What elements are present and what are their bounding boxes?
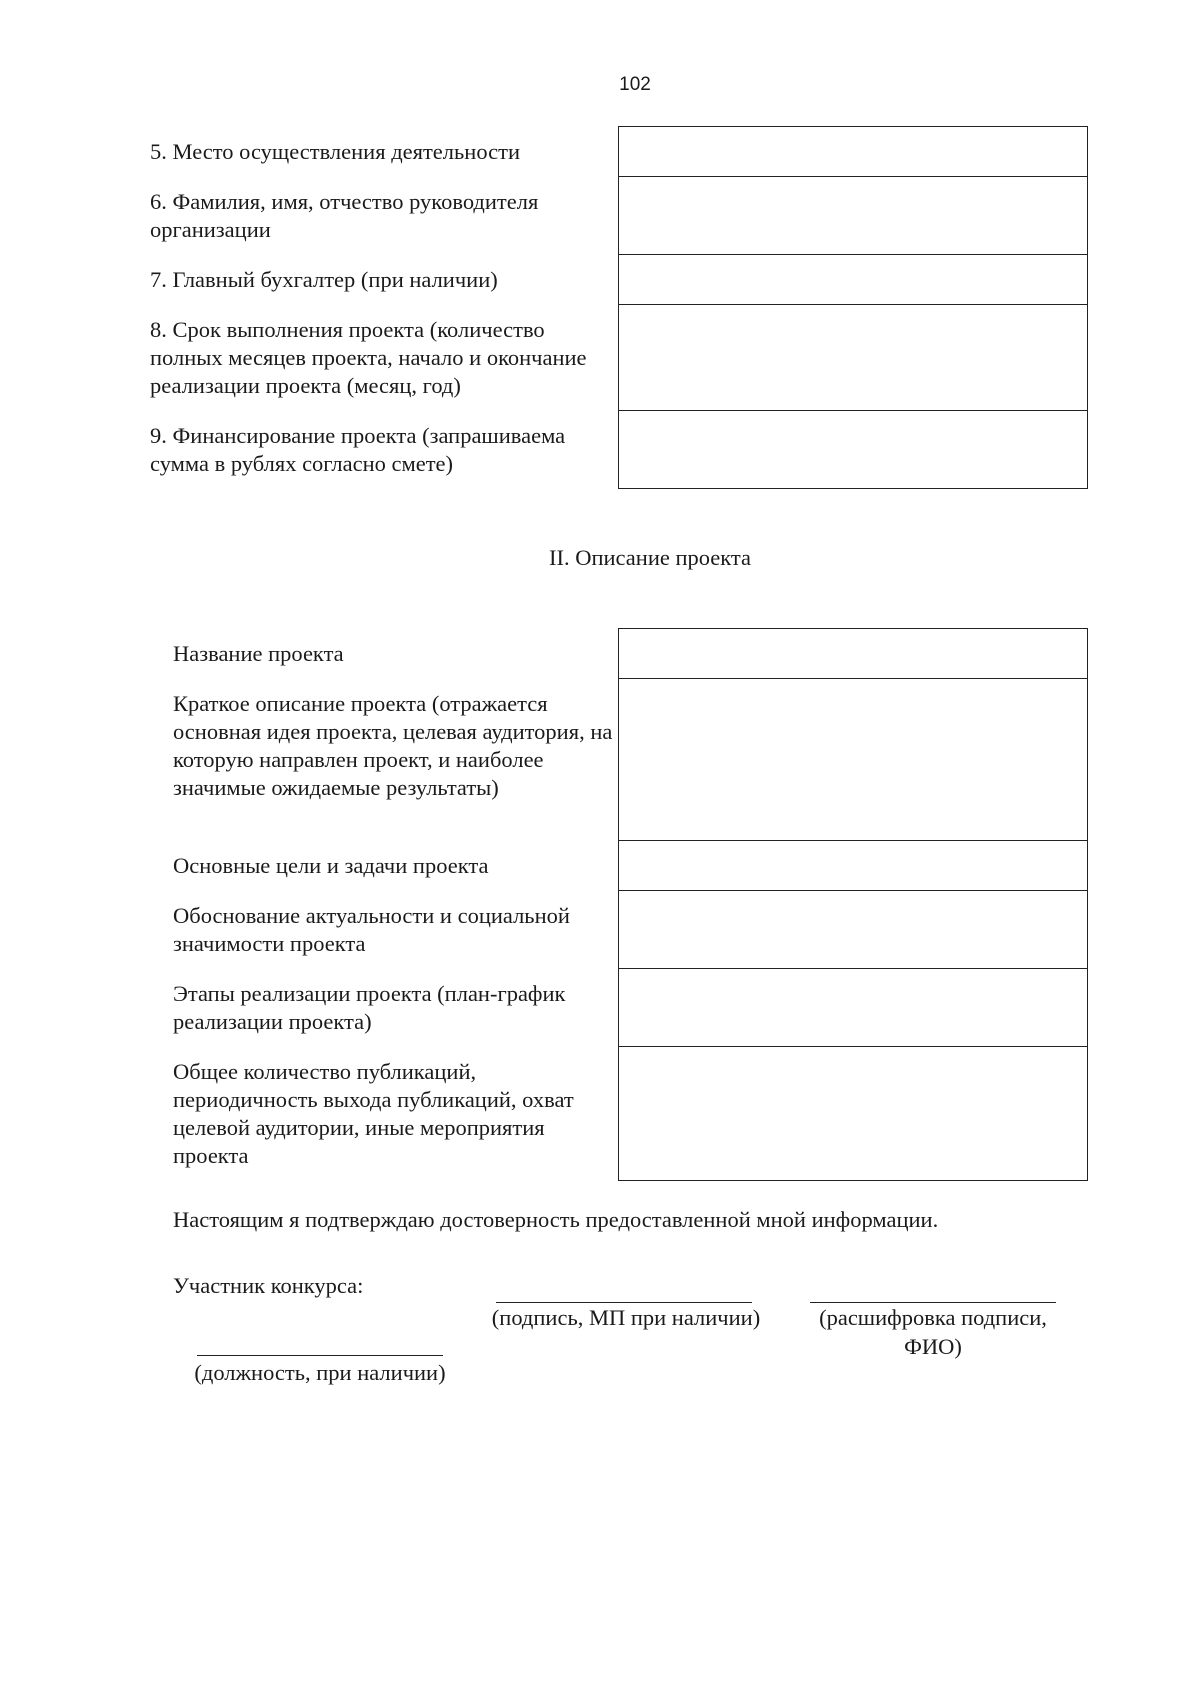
table-row <box>150 127 1088 177</box>
project-term-field[interactable] <box>619 305 1088 411</box>
table-row <box>150 629 1087 679</box>
section-title: II. Описание проекта <box>548 545 752 570</box>
head-name-field[interactable] <box>619 177 1088 255</box>
page-number: 102 <box>619 74 651 95</box>
table-row <box>150 255 1088 305</box>
row-label-head-name: 6. Фамилия, имя, отчество руководителя организации <box>150 188 539 242</box>
financing-field[interactable] <box>619 411 1088 489</box>
project-name-field[interactable] <box>618 629 1087 679</box>
row-label-financing: 9. Финансирование проекта (запрашиваема сумма в рублях согласно смете) <box>150 422 566 476</box>
row-label-relevance: Обоснование актуальности и социальной значимости проекта <box>173 902 570 956</box>
row-label-chief-accountant: 7. Главный бухгалтер (при наличии) <box>150 266 498 292</box>
chief-accountant-field[interactable] <box>619 255 1088 305</box>
row-label-goals: Основные цели и задачи проекта <box>173 852 489 878</box>
table-row <box>150 305 1088 411</box>
signature-line[interactable] <box>496 1302 752 1303</box>
position-line[interactable] <box>197 1355 443 1356</box>
table-row <box>150 1047 1087 1181</box>
table-row <box>150 679 1087 841</box>
signature-caption: (подпись, МП при наличии) <box>491 1305 761 1330</box>
organization-info-table <box>150 126 1088 489</box>
row-label-project-name: Название проекта <box>173 640 344 666</box>
table-row <box>150 969 1087 1047</box>
decryption-caption-line1: (расшифровка подписи, <box>819 1305 1047 1330</box>
confirmation-statement: Настоящим я подтверждаю достоверность предоставленной мной информации. <box>173 1207 939 1232</box>
table-row <box>150 841 1087 891</box>
short-description-field[interactable] <box>618 679 1087 841</box>
row-label-stages: Этапы реализации проекта (план-график реализации проекта) <box>173 980 566 1034</box>
position-caption: (должность, при наличии) <box>194 1360 446 1385</box>
project-description-table <box>150 628 1088 1181</box>
publications-field[interactable] <box>618 1047 1087 1181</box>
participant-label: Участник конкурса: <box>173 1273 364 1298</box>
row-label-project-term: 8. Срок выполнения проекта (количество полных месяцев проекта, начало и окончание реализации проекта (месяц, год) <box>150 316 587 398</box>
decryption-line[interactable] <box>810 1302 1056 1303</box>
table-row <box>150 891 1087 969</box>
decryption-caption-line2: ФИО) <box>904 1334 962 1359</box>
stages-field[interactable] <box>618 969 1087 1047</box>
row-label-activity-place: 5. Место осуществления деятельности <box>150 138 520 164</box>
activity-place-field[interactable] <box>619 127 1088 177</box>
goals-field[interactable] <box>618 841 1087 891</box>
row-label-publications: Общее количество публикаций, периодичность выхода публикаций, охват целевой аудитории, иные мероприятия проекта <box>173 1058 574 1168</box>
table-row <box>150 177 1088 255</box>
relevance-field[interactable] <box>618 891 1087 969</box>
table-row <box>150 411 1088 489</box>
row-label-short-description: Краткое описание проекта (отражается основная идея проекта, целевая аудитория, на которую направлен проект, и наиболее значимые ожидаемые результаты) <box>173 690 613 800</box>
